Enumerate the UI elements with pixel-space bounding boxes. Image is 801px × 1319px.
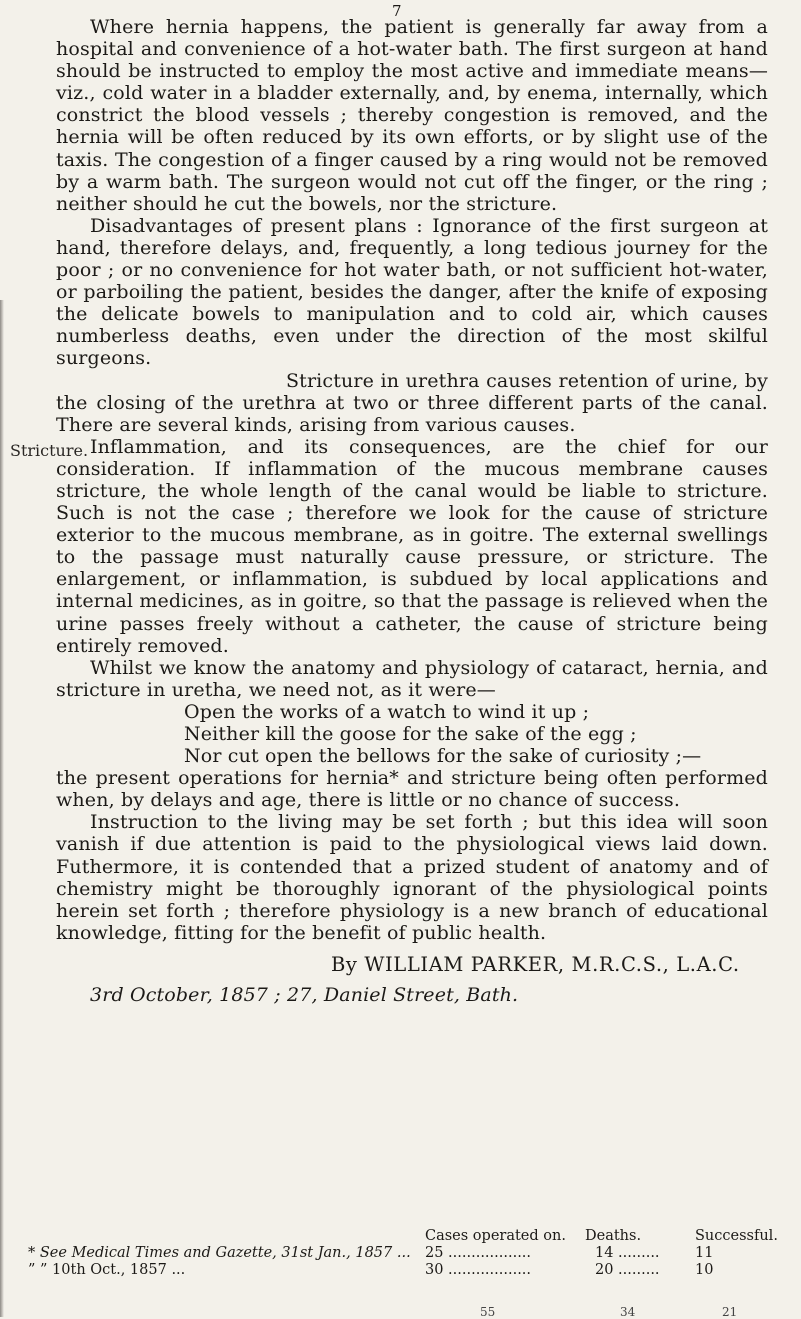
paragraph-anatomy: Whilst we know the anatomy and physiology of cataract, hernia, and stricture in uretha, we need not, as it were— [56, 656, 768, 701]
footnote-successful: 10 [695, 1262, 714, 1278]
paragraph-hernia-treatment: Where hernia happens, the patient is generally far away from a hospital and convenience of a hot-water bath. The first surgeon at hand should be instructed to employ the most active and immediate means—viz., cold water in a bladder externally, and, by enema, internally, which constrict the blood vessels ; thereby congestion is removed, and the hernia will be often reduced by its own efforts, or by slight use of the taxis. The congestion of a finger caused by a ring would not be removed by a warm bath. The surgeon would not cut off the finger, or the ring ; neither should he cut the bowels, nor the stricture. [56, 16, 768, 215]
paragraph-stricture: Stricture in urethra causes retention of urine, by the closing of the urethra at two or three different parts of the canal. There are several kinds, arising from various causes. [56, 369, 768, 436]
footnote-table [28, 1228, 788, 1279]
page-number: 7 [392, 2, 402, 20]
footnote-source: ” ” 10th Oct., 1857 ... [28, 1262, 186, 1278]
footnote-row [28, 1262, 788, 1279]
paragraph-instruction: Instruction to the living may be set forth ; but this idea will soon vanish if due attention is paid to the physiological views laid down. Futhermore, it is contended that a prized student of anatomy and of chemistry might be thoroughly ignorant of the physiological points herein set forth ; therefore physiology is a new branch of educational knowledge, fitting for the benefit of public health. [56, 811, 768, 944]
scan-edge-shadow [0, 300, 4, 1317]
author-signature: By WILLIAM PARKER, M.R.C.S., L.A.C. [331, 952, 740, 976]
margin-note: Stricture. [10, 441, 89, 460]
total-deaths: 34 [620, 1305, 636, 1319]
verse-line-1: Open the works of a watch to wind it up ; [184, 700, 590, 723]
total-successful: 21 [722, 1305, 738, 1319]
footnote-cases: 30 .................. [425, 1262, 532, 1278]
paragraph-operations: the present operations for hernia* and stricture being often performed when, by delays and age, there is little or no chance of success. [56, 767, 768, 812]
footnote-header-row [28, 1228, 788, 1245]
footnote-row [28, 1245, 788, 1262]
paragraph-inflammation: Inflammation, and its consequences, are the chief for our consideration. If inflammation of the mucous membrane causes stricture, the whole length of the canal would be liable to stricture. Such is not the case ; therefore we look for the cause of stricture exterior to the mucous membrane, as in goitre. The external swellings to the passage must naturally cause pressure, or stricture. The enlargement, or inflammation, is subdued by local applications and internal medicines, as in goitre, so that the passage is relieved when the urine passes freely without a catheter, the cause of stricture being entirely removed. [56, 435, 768, 657]
paragraph-disadvantages: Disadvantages of present plans : Ignorance of the first surgeon at hand, therefore delays, and, frequently, a long tedious journey for the poor ; or no convenience for hot water bath, or not sufficient hot-water, or parboiling the patient, besides the danger, after the knife of exposing the delicate bowels to manipulation and to cold air, which causes numberless deaths, even under the direction of the most skilful surgeons. [56, 214, 768, 370]
body-text [56, 16, 768, 1006]
footnote-cases: 25 .................. [425, 1245, 532, 1261]
footnote-successful: 11 [695, 1245, 714, 1261]
header-cases: Cases operated on. [425, 1228, 566, 1244]
dateline: 3rd October, 1857 ; 27, Daniel Street, Bath. [90, 984, 519, 1007]
header-deaths: Deaths. [585, 1228, 642, 1244]
header-successful: Successful. [695, 1228, 778, 1244]
verse-line-3: Nor cut open the bellows for the sake of curiosity ;— [184, 745, 702, 768]
verse-line-2: Neither kill the goose for the sake of the egg ; [184, 723, 637, 745]
total-cases: 55 [480, 1305, 496, 1319]
footnote-source: * See Medical Times and Gazette, 31st Jan., 1857 ... [28, 1245, 411, 1261]
footnote-deaths: 14 ......... [595, 1245, 660, 1261]
footnote-deaths: 20 ......... [595, 1262, 660, 1278]
